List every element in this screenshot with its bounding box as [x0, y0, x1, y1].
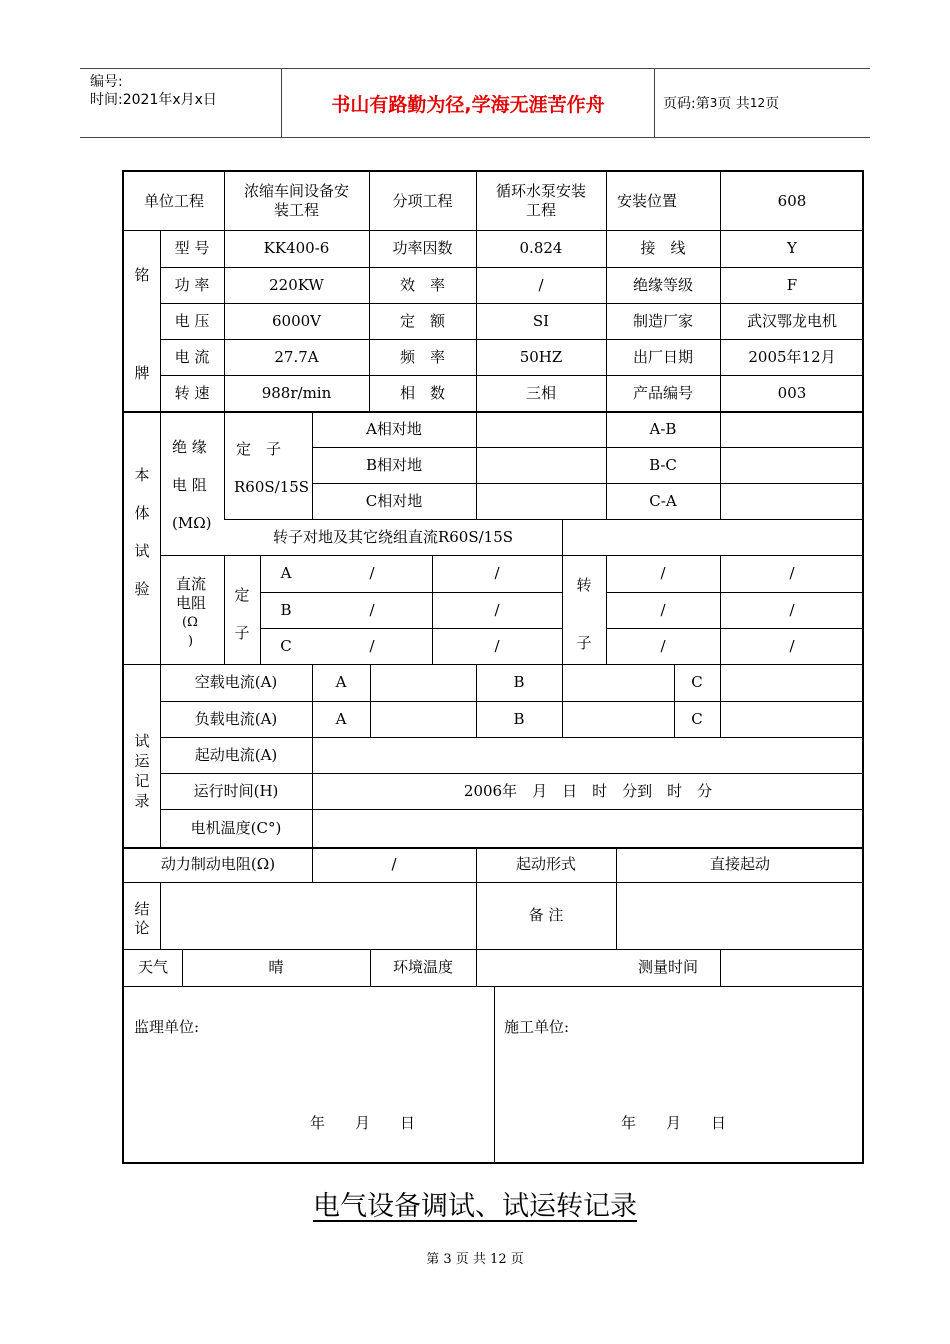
dc-resistance-label-1: 直流: [176, 575, 207, 593]
sub-project-value: [476, 172, 606, 230]
nameplate-label: 产品编号: [632, 383, 693, 402]
phase-ground-a: A相对地: [366, 419, 422, 438]
number-label: 编号:: [90, 74, 123, 90]
header-page-info: [663, 69, 870, 137]
nameplate-value: 220KW: [269, 275, 324, 294]
nameplate-value: 003: [777, 383, 807, 402]
dc-phase: B: [280, 600, 292, 619]
nameplate-label: 接 线: [640, 239, 686, 257]
start-form-label: 起动形式: [515, 855, 576, 873]
dc-value: /: [789, 600, 795, 619]
nameplate-label: 出厂日期: [632, 347, 693, 366]
trial-char-4: 录: [134, 792, 150, 810]
nameplate-value: 武汉鄂龙电机: [746, 311, 837, 330]
stator-label: 定 子: [236, 440, 282, 458]
nameplate-label: 功 率: [174, 275, 210, 294]
measure-time-label: 测量时间: [637, 958, 698, 976]
dc-value: /: [660, 636, 666, 655]
nameplate-label: 绝缘等级: [632, 275, 693, 294]
nameplate-label: 效 率: [399, 275, 445, 294]
sub-project-label: 分项工程: [392, 191, 453, 210]
nameplate-label: 相 数: [399, 383, 445, 402]
body-test-char-2: 体: [134, 504, 150, 522]
dc-value: /: [789, 636, 795, 655]
page-mid: 页 共: [717, 96, 750, 112]
test-record-form: [122, 170, 864, 1164]
nameplate-label: 频 率: [399, 347, 445, 366]
phase-label-b: B: [513, 709, 525, 728]
dc-value: /: [660, 600, 666, 619]
nameplate-value: Y: [787, 239, 797, 257]
body-test-char-1: 本: [134, 466, 150, 484]
page-total: 12: [749, 96, 766, 110]
nameplate-label: 电 流: [174, 347, 210, 366]
sub-project-value-line2: 工程: [525, 201, 556, 219]
nameplate-label: 型 号: [174, 239, 210, 257]
runtime-value: 2006年 月 日 时 分到 时 分: [463, 781, 713, 800]
dc-rotor-char-1: 转: [576, 576, 592, 594]
rotor-insulation-label: 转子对地及其它绕组直流R60S/15S: [272, 527, 514, 546]
conclusion-char-2: 论: [134, 919, 150, 937]
phase-label-c: C: [691, 673, 703, 691]
motor-temp-label: 电机温度(C°): [190, 818, 282, 837]
phase-label-a: A: [335, 709, 347, 728]
header-motto: 书山有路勤为径,学海无涯苦作舟: [281, 69, 655, 137]
page-footer: 第 3 页 共 12 页: [426, 1252, 524, 1267]
phase-ground-b: B相对地: [365, 455, 423, 474]
dc-value: /: [369, 636, 375, 655]
nameplate-label: 电 压: [174, 311, 210, 330]
nameplate-label: 制造厂家: [632, 311, 693, 330]
dc-value: /: [369, 600, 375, 619]
nameplate-label: 定 额: [399, 311, 445, 330]
stator-spec: R60S/15S: [234, 478, 310, 496]
install-location-value: 608: [777, 191, 807, 210]
supervisor-date: 年 月 日: [310, 1114, 416, 1132]
dc-value: /: [494, 564, 500, 582]
dc-stator-char-1: 定: [234, 586, 250, 604]
nameplate-value: 988r/min: [261, 383, 332, 402]
phase-pair-bc: B-C: [649, 455, 677, 474]
dc-value: /: [494, 636, 500, 655]
document-title: 电气设备调试、试运转记录: [313, 1191, 637, 1222]
phase-pair-ab: A-B: [649, 419, 677, 438]
nameplate-value: 0.824: [519, 239, 563, 257]
dc-value: /: [660, 564, 666, 582]
supervisor-label: 监理单位:: [134, 1018, 200, 1036]
weather-label: 天气: [137, 958, 168, 976]
time-label: 时间:2021年x月x日: [90, 92, 217, 108]
sub-project-value-line1: 循环水泵安装: [495, 182, 586, 200]
nameplate-value: 50HZ: [519, 347, 563, 366]
conclusion-char-1: 结: [134, 900, 150, 918]
nameplate-section-char-2: 牌: [134, 364, 150, 382]
contractor-date: 年 月 日: [621, 1114, 727, 1132]
contractor-label: 施工单位:: [504, 1018, 570, 1036]
nameplate-value: 27.7A: [274, 347, 319, 366]
dc-stator-char-2: 子: [234, 624, 250, 642]
dc-resistance-label-2: 电阻: [176, 594, 207, 612]
ambient-temp-label: 环境温度: [392, 958, 453, 976]
body-test-char-4: 验: [134, 580, 150, 598]
nameplate-value: F: [786, 275, 798, 294]
remark-label: 备 注: [528, 906, 564, 924]
weather-value: 晴: [268, 958, 284, 976]
nameplate-label: 功率因数: [392, 239, 453, 257]
phase-label-b: B: [513, 673, 525, 691]
brake-resistance-label: 动力制动电阻(Ω): [160, 855, 276, 873]
brake-resistance-value: /: [391, 855, 397, 873]
nameplate-value: KK400-6: [263, 239, 330, 257]
phase-label-c: C: [691, 709, 703, 728]
dc-value: /: [789, 564, 795, 582]
page-number: 3: [709, 96, 718, 110]
page-header: [80, 68, 870, 138]
insulation-label-2: 电 阻: [172, 476, 207, 494]
unit-project-label: 单位工程: [143, 191, 204, 210]
dc-rotor-char-2: 子: [576, 634, 592, 652]
trial-char-1: 试: [134, 732, 150, 750]
insulation-unit: (MΩ): [172, 514, 212, 532]
dc-value: /: [494, 600, 500, 619]
dc-resistance-unit-2: ): [188, 634, 194, 649]
insulation-label-1: 绝 缘: [172, 438, 207, 456]
body-test-char-3: 试: [134, 542, 150, 560]
phase-pair-ca: C-A: [649, 491, 677, 510]
start-current-label: 起动电流(A): [194, 745, 278, 764]
nameplate-value: 6000V: [271, 311, 321, 330]
unit-project-value-line2: 装工程: [273, 201, 319, 219]
unit-project-value-line1: 浓缩车间设备安: [243, 182, 349, 200]
load-current-label: 负载电流(A): [194, 709, 278, 728]
nameplate-value: /: [538, 275, 544, 294]
nameplate-value: SI: [532, 311, 550, 330]
phase-ground-c: C相对地: [365, 491, 423, 510]
nameplate-value: 2005年12月: [748, 347, 836, 366]
dc-phase: A: [280, 564, 292, 582]
install-location-label: 安装位置: [616, 191, 677, 210]
page-suffix: 页: [765, 96, 780, 112]
unit-project-value: [224, 172, 369, 230]
dc-value: /: [369, 564, 375, 582]
start-form-value: 直接起动: [709, 855, 770, 873]
dc-phase: C: [280, 636, 292, 655]
header-left-cell: [80, 69, 280, 137]
nameplate-section-char-1: 铭: [134, 266, 150, 284]
runtime-label: 运行时间(H): [193, 781, 279, 800]
phase-label-a: A: [335, 673, 347, 691]
nameplate-label: 转 速: [174, 383, 210, 402]
dc-resistance-unit-1: (Ω: [182, 615, 198, 630]
page-prefix: 页码:第: [663, 96, 710, 112]
trial-char-2: 运: [134, 752, 150, 770]
nameplate-value: 三相: [525, 383, 556, 402]
noload-current-label: 空载电流(A): [194, 673, 278, 691]
trial-char-3: 记: [134, 772, 150, 790]
